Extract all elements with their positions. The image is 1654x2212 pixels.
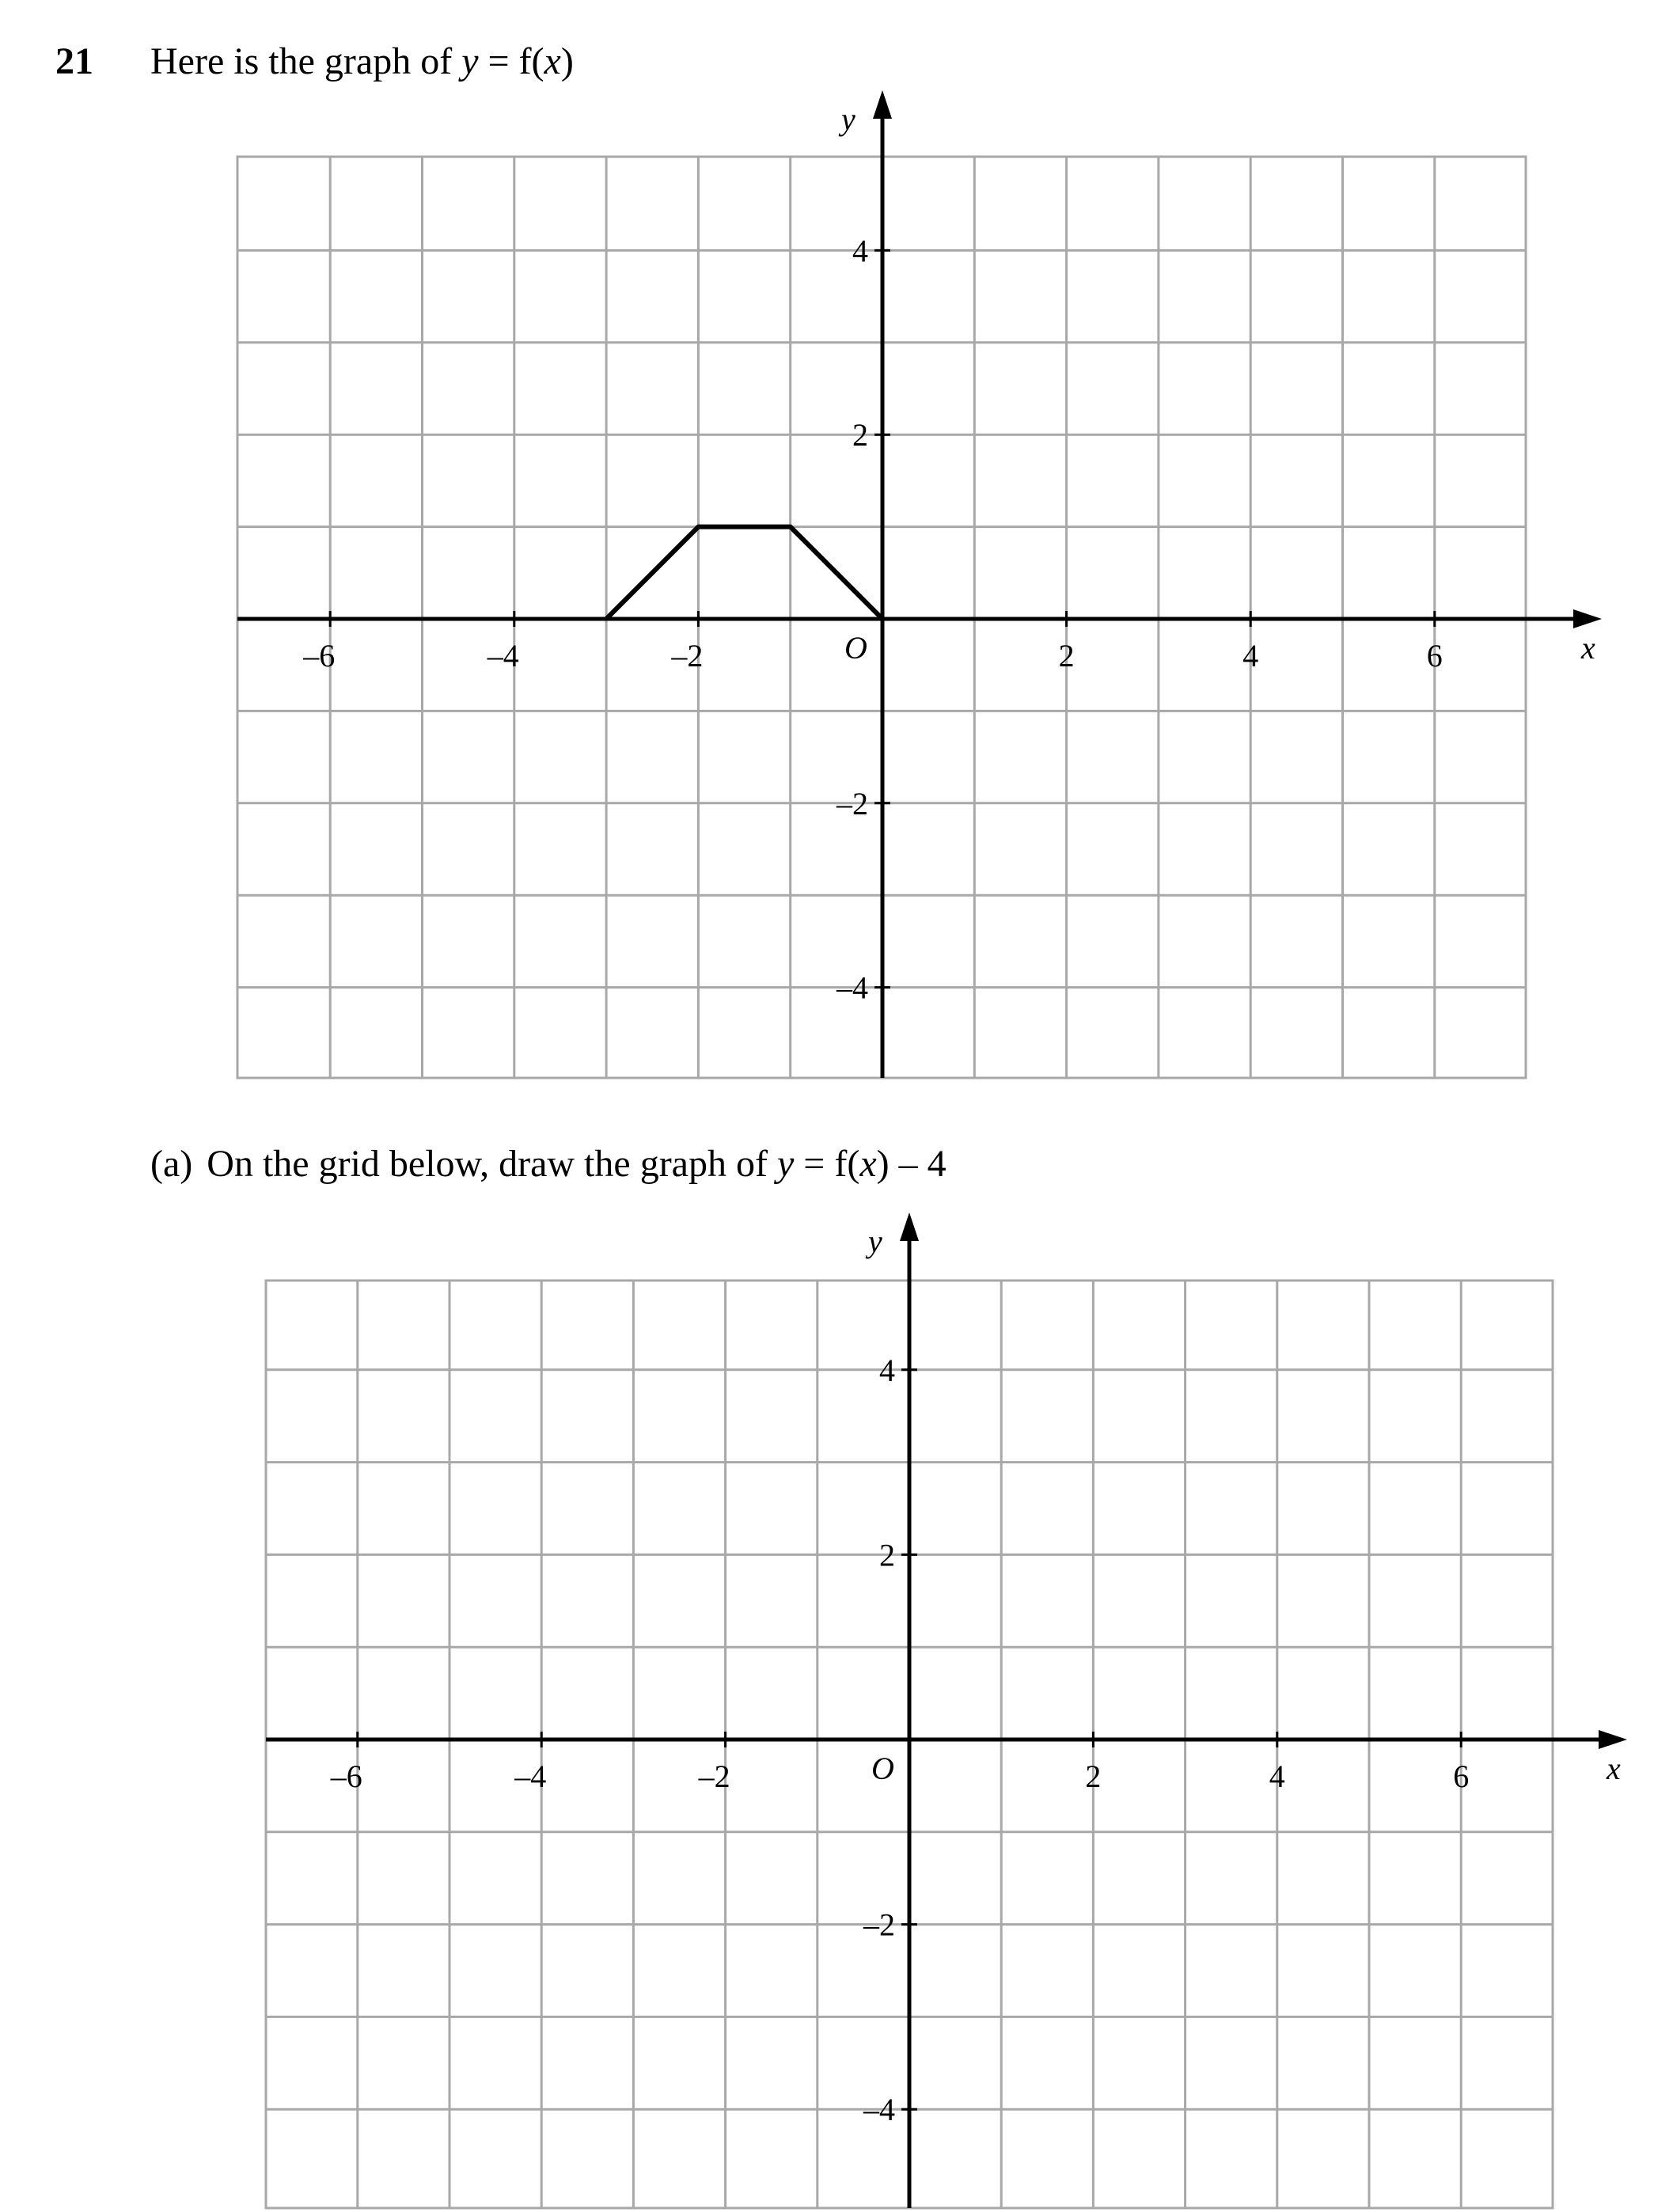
part-a-eq-y: y bbox=[776, 1143, 795, 1185]
origin-label: O bbox=[844, 630, 867, 666]
question-eq-close: ) bbox=[560, 40, 574, 82]
y-tick-label: 4 bbox=[852, 233, 868, 269]
y-tick-label: –2 bbox=[863, 1907, 895, 1943]
part-a-eq-end: ) – 4 bbox=[876, 1143, 946, 1185]
y-tick-label: –4 bbox=[863, 2092, 895, 2128]
y-axis-arrow bbox=[900, 1212, 919, 1241]
part-a-prefix: On the grid below, draw the graph of bbox=[207, 1143, 777, 1185]
x-tick-label: 6 bbox=[1426, 638, 1443, 673]
x-tick-label: –6 bbox=[303, 638, 336, 673]
part-a-label: (a) bbox=[150, 1143, 193, 1185]
x-tick-label: –4 bbox=[514, 1759, 547, 1794]
question-eq-y: y bbox=[461, 40, 479, 82]
y-tick-label: –4 bbox=[836, 969, 868, 1006]
x-axis-label: x bbox=[1607, 1751, 1621, 1786]
x-tick-label: –2 bbox=[698, 1759, 730, 1794]
y-tick-label: 2 bbox=[852, 417, 868, 453]
x-tick-label: 2 bbox=[1085, 1759, 1102, 1794]
y-tick-label: 2 bbox=[879, 1537, 895, 1573]
x-tick-label: 6 bbox=[1453, 1759, 1470, 1794]
x-tick-label: –6 bbox=[330, 1759, 362, 1794]
x-tick-label: –4 bbox=[487, 638, 519, 673]
x-tick-label: –2 bbox=[671, 638, 704, 673]
question-text-prefix: Here is the graph of bbox=[150, 40, 462, 82]
y-tick-label: –2 bbox=[836, 785, 868, 821]
origin-label: O bbox=[871, 1751, 894, 1786]
question-eq-x: x bbox=[544, 40, 561, 82]
part-a-eq-mid: = f( bbox=[794, 1143, 860, 1185]
x-axis-label: x bbox=[1581, 630, 1595, 666]
question-number: 21 bbox=[55, 40, 93, 82]
x-tick-label: 4 bbox=[1242, 638, 1259, 673]
graph-group bbox=[266, 1212, 1627, 2208]
part-a-eq-x: x bbox=[859, 1143, 877, 1185]
y-tick-label: 4 bbox=[879, 1352, 895, 1388]
x-tick-label: 2 bbox=[1058, 638, 1075, 673]
x-tick-label: 4 bbox=[1269, 1759, 1285, 1794]
question-eq-equals: = f( bbox=[478, 40, 544, 82]
y-axis-label: y bbox=[841, 101, 855, 137]
y-axis-label: y bbox=[868, 1224, 882, 1259]
x-axis-arrow bbox=[1599, 1730, 1627, 1749]
